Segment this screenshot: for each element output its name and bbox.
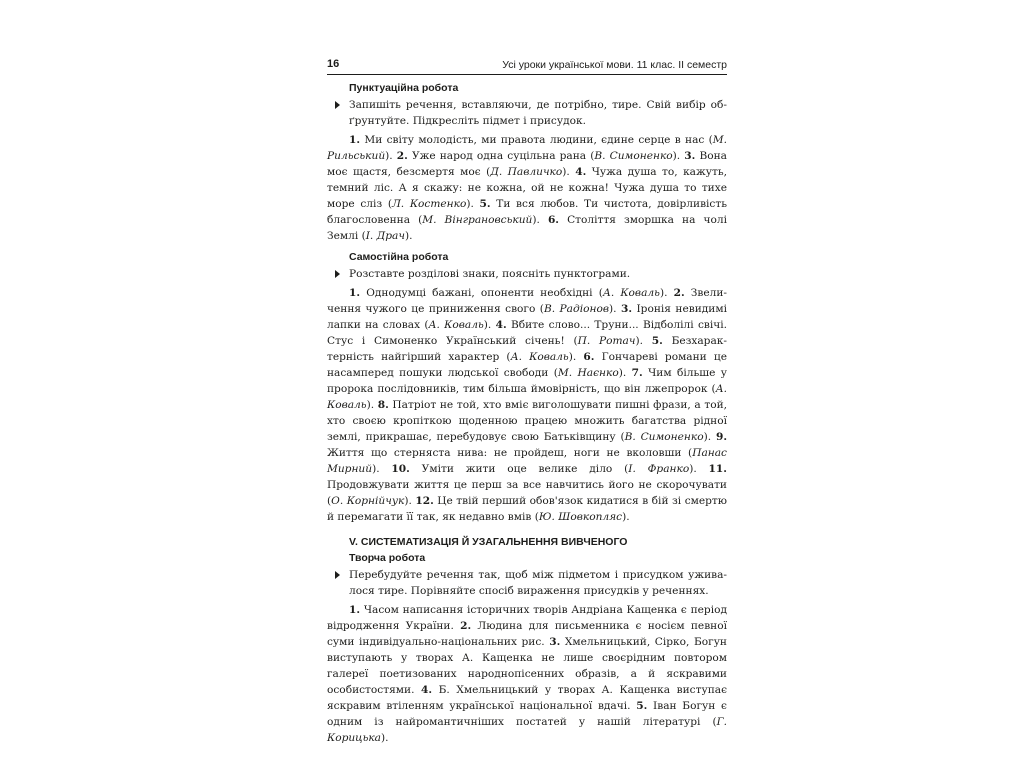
section-heading: Самостійна робота: [349, 251, 449, 263]
section-independent: [327, 250, 727, 525]
book-page: [327, 55, 727, 746]
task-text: Перебудуйте речення так, щоб між підметом і присудком уживaлося тире. Порівняйте спосіб вираження присудків у реченнях.: [349, 569, 727, 597]
exercise-text: 1. Ми світу молодість, ми правота людини, єдине серце в нас (М. Рильський). 2. Уже народ одна суцільна рана (В. Симоненко). 3. Вона моє щастя, безсмертя моє (Д. Павличко). 4. Чужа душа то, кажуть, темний ліс. А я скажу: не кожна, ой не кожна! Чужа душа то тихе море сліз (Л. Костенко). 5. Ти вся любов. Ти чистота, довірливість благословенна (М. Вінграновський). 6. Століття зморшка на чолі Землі (І. Драч).: [327, 134, 727, 242]
task-text: Розставте розділові знаки, поясніть пунктограми.: [349, 268, 631, 280]
task-instruction: [327, 266, 727, 282]
part-heading: V. СИСТЕМАТИЗАЦІЯ Й УЗАГАЛЬНЕННЯ ВИВЧЕНОГО: [349, 536, 628, 548]
triangle-bullet-icon: [335, 101, 340, 109]
running-title: Усі уроки української мови. 11 клас. ІІ семестр: [502, 59, 727, 71]
page-number: 16: [327, 58, 340, 70]
task-text: Запишіть речення, вставляючи, де потрібно, тире. Свій вибір обґрунтуйте. Підкресліть підмет і присудок.: [349, 99, 727, 127]
section-heading: Пунктуаційна робота: [349, 82, 459, 94]
task-instruction: [327, 97, 727, 129]
section-punctuation: [327, 81, 727, 244]
triangle-bullet-icon: [335, 571, 340, 579]
page-header: [327, 55, 727, 75]
exercise-text: 1. Часом написання історичних творів Андріана Кащенка є період відродження України. 2. Людина для письменника є носієм певної суми індивідуально-національних рис. 3. Хмельницький, Сірко, Богун виступають у творах А. Кащенка не лише своєрідним повтором галереї поетизованих народнопісенних образів, а й яскравими особистостями. 4. Б. Хмельницький у творах А. Кащенка виступає яскравим втіленням української національної вдачі. 5. Іван Богун є одним із найромантичніших постатей у нашій літературі (Г. Корицька).: [327, 604, 728, 744]
section-heading: Творча робота: [349, 552, 426, 564]
task-instruction: [327, 567, 727, 599]
section-creative: [327, 551, 727, 746]
triangle-bullet-icon: [335, 270, 340, 278]
exercise-text: 1. Однодумці бажані, опоненти необхідні (А. Коваль). 2. Звеличення чужого це приниження свого (В. Радіонов). 3. Іронія невидимі лапки на словах (А. Коваль). 4. Вбите слово... Труни... Відболілі свічі. Стус і Симоненко Український січень! (П. Ротач). 5. Безхарактерність найгірший характер (А. Коваль). 6. Гончареві романи це насамперед пошуки людської свободи (М. Наєнко). 7. Чим більше у пророка послідовників, тим більша ймовірність, що він лжепророк (А. Коваль). 8. Патріот не той, хто вміє виголошувати пишні фрази, а той, хто своєю кропіткою щоденною працею множить багатства рідної землі, прикрашає, перебудовує свою Батьківщину (В. Симоненко). 9. Життя що стерняста нива: не пройдеш, ноги не вколовши (Панас Мирний). 10. Уміти жити оце велике діло (І. Франко). 11. Продовжувати життя це перш за все навчитись його не скорочувати (О. Корнійчук). 12. Це твій перший обов'язок кидатися в бій зі смертю й перемагати її так, як недавно вмів (Ю. Шовкопляс).: [327, 287, 728, 523]
